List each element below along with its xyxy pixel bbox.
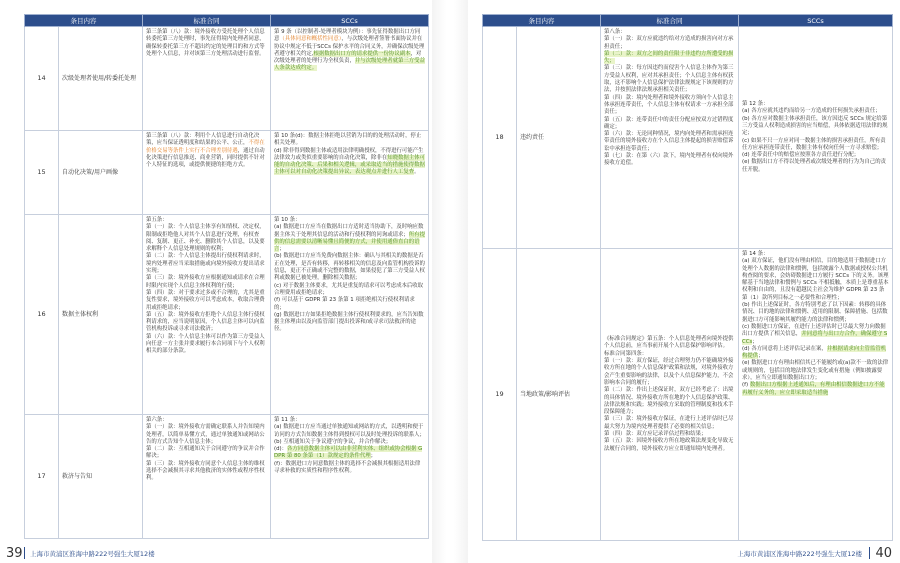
sccs-text: 第 10 条(d)：数据主体拒绝以营销为目的的处理活动时，停止相关处理。 (d) 除非得到数据主体或适用法律明确授权，不得进行可能产生法律效力或类似重要影响的自动化决策，除非在 [274,133,424,161]
std-text: 第三条第（八）款：境外接收方受托处理个人信息转委托第三方处理时，事先征得境内处理者同意，确保转委托第三方不超出约定的处理目的和方式等处理个人信息，并对该第三方处理活动进行监督。 [146,29,265,57]
row-item: 违约责任 [517,27,601,249]
row-standard [143,415,271,539]
std-text: 第五条： 第（一）款：个人信息主体享有知情权、决定权，限制或拒绝他人对其个人信息进行处理，有权查阅、复制、更正、补充、删除其个人信息，以及要求解释个人信息处理规则的权利； 第（二）款：个人信息主体提出行使权利请求时，境内处理者应当采取措施或向境外接收方提出请求实现； 第（三）款：境外接收方应根据通知或请求在合理时限内实现个人信息主体权利的行使； 第（四）款：对于要求过多或不合理的，尤其是重复性要求，境外接收方可以考虑成本，收取合理费用或拒绝请求； 第（五）款：境外接收方拒绝个人信息主体行使权利请求的，应当说明原因，个人信息主体可以向监管机构投诉或寻求司法救济； 第（六）款：个人信息主体可以作为第三方受益人向任意一方主张并要求履行本合同项下与个人权利相关的部分条款。 [146,217,265,355]
row-sccs [271,27,429,131]
sccs-text: 第 9 条（以控制者-处理者模块为例）：事先征得数据出口方同意 [274,29,421,43]
header-item: 条目内容 [25,15,143,27]
sccs-text: 第 10 条： (a) 数据进口方应当在数据出口方适时适当协助下，及时响应数据主体关于处理其信息的活动和行使权利的问询或请求； [274,217,424,238]
footer-divider [869,547,870,559]
sccs-text: 第 14 条： (a) 双方保证，他们没有理由相信，目的地适用于数据进口方处理个人数据的法律和惯例，包括披露个人数据或授权公共机构查阅的要求，会妨碍数据进口方履行 SCCs 下的义务。该理解基于当地法律和惯例与 SCCs 不相抵触，本质上是尊重基本权利和自由的，且没有超越民主社会为维护 GDPR 第 23 条第（1）款所列目标之一必要性和合理性； (b) 作出上述保证时，各方特别考虑了以下因素：转移的具体情况、目的地的法律和惯例、适用的限制、保障措施、包括数据进口方可能影响其履约能力的法律和惯例； (c) 数据进口方保证，在进行上述评估时已尽最大努力向数据出口方提供了相关信息， [742,251,889,338]
row-number: 19 [483,249,517,541]
sccs-text: 第 12 条： (a) 各方应就其违约而给另一方造成的任何损失承担责任； (b) 各方应对数据主体承担责任，该方因违反 SCCs 规定给第三方受益人权利造成损害的应当赔偿，具体依据适用法律的规定； (c) 如果不只一方应对同一数据主体的损害承担责任，所有责任方应承担连带责任，数据主体有权向任何一方寻求赔偿； (d) 连带责任中的赔偿应按照各方责任进行分配； (e) 数据出口方不得以处理者或次级处理者的行为为自己的责任开脱。 [742,101,888,173]
book-gutter [432,0,468,563]
row-standard [601,249,739,541]
sccs-highlight: （具体同意和概括性同意） [279,36,342,43]
footer-address: 上海市黄浦区淮海中路222号强生大厦12楼 [30,550,155,558]
row-item: 自动化决策/用户画像 [59,131,143,215]
std-text: 第（三）款：每方因违约而侵害个人信息主体作为第三方受益人权利，应对其承担责任；个人信息主体有权获取，这不影响个人信息保护法律法规规定下该规则的方法，并按照法律法规承担相关责任； 第（四）款：境内处理者和境外接收方须向个人信息主体承担连带责任，个人信息主体有权请求一方承担全部责任； 第（五）款：连带责任中的责任分配应按双方过错程度确定； 第（六）款：无论同种情况，境内向处理者和需承担连带责任的境外接收方在个人信息主体提起的损害赔偿诉讼中承担连带责任； 第（七）款：在第（六）款下，境内处理者有权向境外接收方追偿。 [604,65,734,167]
std-highlight: 第（二）款：双方之间的责任限于非违约方所遭受的损失； [604,50,734,65]
sccs-text: ，与次级处理者签署书面协议并在协议中规定不低于SCCs 保护水平的合同义务，并确保次级处理者遵守相关约定, [274,36,425,57]
sccs-highlight: 并同意将与出口方合作，确保遵守 SCCs [742,331,888,345]
row-sccs [271,415,429,539]
row-item: 次级处理者使用/转委托处理 [59,27,143,131]
std-text: ，通过自动化决策进行信息推送、商业营销，同时提供不针对个人特征的选项，或提供便捷的拒绝方式。 [146,147,265,169]
sccs-highlight: 并与次级处理者就第三方受益人条款达成约定。 [274,58,425,72]
row-standard [143,27,271,131]
page-number: 39 [6,546,23,561]
row-number: 15 [25,131,59,215]
std-text: 第八条： 第（一）款：双方应就违约给对方造成的损害向对方承担责任； [604,29,734,50]
left-footer [0,543,432,563]
table-row [25,131,429,215]
row-standard [601,27,739,249]
row-item: 救济与告知 [59,415,143,539]
sccs-text: ； (d) 各方同意将上述评估记录在案， [742,338,827,352]
page-number: 40 [875,546,892,561]
right-page [468,0,900,563]
row-sccs [271,215,429,415]
row-item: 当地政策/影响评估 [517,249,601,541]
row-standard [143,215,271,415]
row-number: 14 [25,27,59,131]
sccs-text: ； (b) 数据进口方应当免费向数据主体：确认与其相关的数据是否正在处理，是否有转移，再转移相关的信息及向监管机构投诉的信息，更正不正确或不完整的数据，如果侵犯了第三方受益人权利或数据已被处理，删除相关数据； (c) 对于数据主体要求，尤其是重复的请求可以考虑成本后收取合理费用或拒绝请求； (f) 可以基于 GDPR 第 23 条第 1 项拒绝相关行使权利请求的； (g) 数据进口方如果拒绝数据主体行使权利要求的，应当告知数据主体理由以及向监管部门提出投诉和/或寻求司法救济的途径。 [274,246,425,333]
std-highlight: 不得在价格交易等条件上实行不合理差别待遇 [146,140,265,154]
sccs-text: 第 11 条： (a) 数据进口方应当通过单独通知或网站的方式，以透明和便于访问的方式告知数据主体得到授权可以及时处理投诉的联系人； (b) 互相通知关于争议遵守的争议，并合作解决； (d)： [274,417,425,453]
left-page [0,0,432,563]
sccs-highlight: 并根据请求向主管监管机构提供 [742,345,887,360]
row-item: 数据主体权利 [59,215,143,415]
comparison-table-left [24,14,429,539]
header-sccs: SCCs [739,15,893,27]
row-sccs [739,249,893,541]
footer-address: 上海市黄浦区淮海中路222号强生大厦12楼 [737,550,862,558]
table-row [25,215,429,415]
header-item: 条目内容 [483,15,601,27]
footer-divider [24,547,25,559]
table-row [25,27,429,131]
table-header-row [483,15,893,27]
sccs-text: 。 [414,169,420,176]
std-text: 第六条： 第（一）款：境外接收方需确定联系人并告知境内处理者，以简单易懂方式，通过单独通知或网站公告的方式告知个人信息主体； 第（二）款：互相通知关于合同遵守的争议并合作解决； 第（三）款：境外接收方同意个人信息主体的维权选择不会减损其寻求其他救济的实体性或程序性权利。 [146,417,265,482]
table-row [483,27,893,249]
comparison-table-right [482,14,893,541]
row-standard [143,131,271,215]
row-number: 17 [25,415,59,539]
header-standard-contract: 标准合同 [143,15,271,27]
row-sccs [739,27,893,249]
sccs-highlight: 各方同意数据主体可以由非营利实体、组织或协会根据 GDPR 第 80 条第（1）款规定的条件代理 [274,446,423,460]
header-standard-contract: 标准合同 [601,15,739,27]
sccs-highlight: 数据出口方根据上述通知后，有理由相信数据进口方不能再履行义务的，应立即采取适当措施 [742,382,885,396]
sccs-highlight: 知晓数据主体可能的自动化决策、后果和相关逻辑，或采取适当的措施使得数据主体可以对自动化决策提出异议、表达观点并进行人工复查 [274,154,425,176]
table-row [483,249,893,541]
sccs-highlight: 根据数据出口方的请求提供一份协议副本 [313,50,411,57]
row-number: 16 [25,215,59,415]
row-sccs [271,131,429,215]
table-row [25,415,429,539]
std-text: 第三条第（八）款：利用个人信息进行自动化决策，应当保证透明度和结果的公平、公正， [146,133,260,147]
sccs-text: ； (f)：数据进口方同意数据主体的选择不会减损其根据适用法律寻求补救的实质性和程序性权利。 [274,453,421,475]
table-header-row [25,15,429,27]
header-sccs: SCCs [271,15,429,27]
right-footer [468,543,900,563]
sccs-text: ，对次级处理者的处理行为全权负责， [274,50,422,65]
row-number: 18 [483,27,517,249]
sccs-text: ； (e) 数据进口方有理由相信其已不能履约或(a)款不一致的法律或规则的，包括目的地法律发生变化或有措施（例如披露要求），应当立即通知数据出口方； (f) [742,353,889,389]
std-text: 《标准合同规定》第五条：个人信息处理者向境外提供个人信息前，应当事前开展个人信息保护影响评估。 标准合同第四条： 第（一）款：双方保证，经过合理努力仍不能确境外接收方所在地的个人信息保护政策和法规，对境外接收方会产生重要影响的法律，以及个人信息保护能力，不会影响本合同的履行； 第（二）款：作出上述保证时，双方已经考虑了：出境的具体情况、境外接收方所在地的个人信息保护政策、法律法规和实践；境外接收方采取的管理制度和技术手段保障能力； 第（三）款：境外接收方保证，在进行上述评估时已尽最大努力为境内处理者提供了必要的相关信息； 第（四）款：双方应记录评估过程和结果； 第（五）款：因境外接收方所在地政策法规变化导致无法履行合同的，境外接收方应立即通知境内处理者。 [604,336,734,452]
sccs-highlight: 所有提供的信息需要以清晰易懂且简便的方式，并使用通俗直白的语言 [274,231,425,253]
